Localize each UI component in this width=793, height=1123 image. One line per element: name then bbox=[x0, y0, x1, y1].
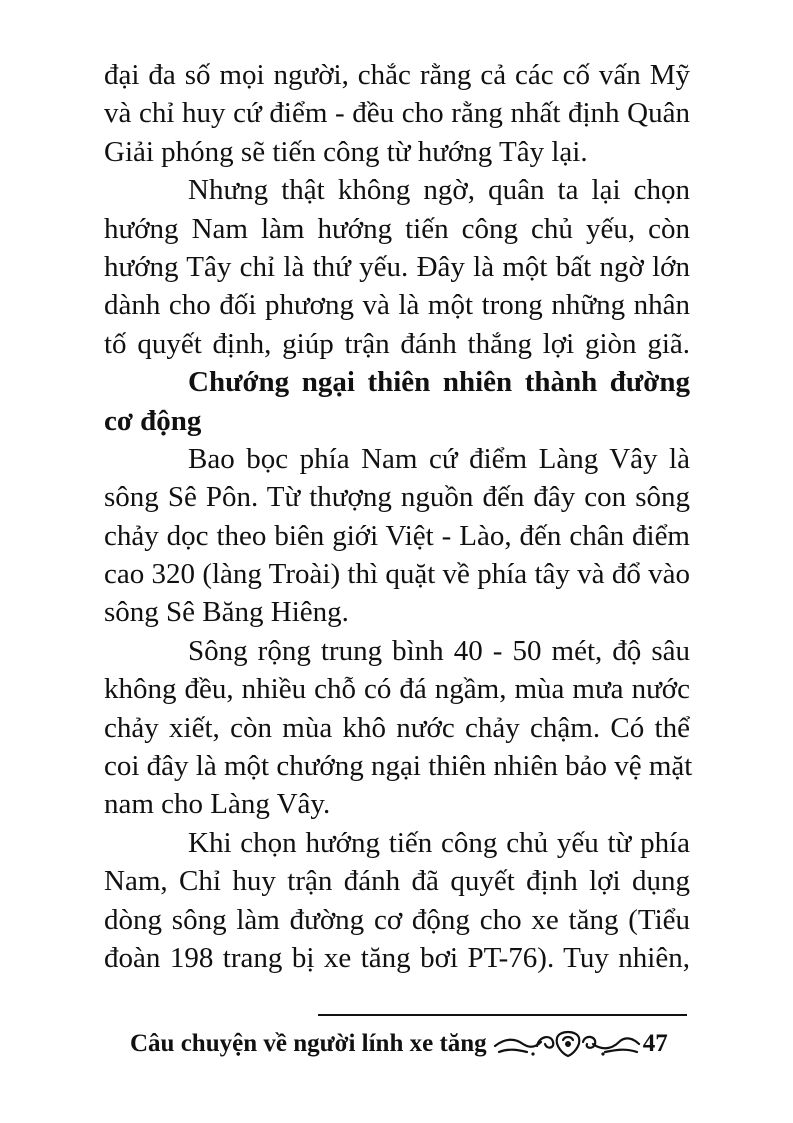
text-line: không đều, nhiều chỗ có đá ngầm, mùa mưa nước bbox=[104, 673, 690, 706]
section-heading: Chướng ngại thiên nhiên thành đường bbox=[188, 366, 690, 399]
text-line: đại đa số mọi người, chắc rằng cả các cố vấn Mỹ bbox=[104, 59, 690, 91]
text-line: và chỉ huy cứ điểm - đều cho rằng nhất định Quân bbox=[104, 97, 690, 130]
text-line: dòng sông làm đường cơ động cho xe tăng (Tiểu bbox=[104, 903, 690, 936]
page-body bbox=[104, 56, 693, 977]
text-line: nam cho Làng Vây. bbox=[104, 788, 331, 821]
page-footer bbox=[130, 1024, 695, 1064]
text-line: sông Sê Băng Hiêng. bbox=[104, 596, 349, 629]
text-line: coi đây là một chướng ngại thiên nhiên bảo vệ mặt bbox=[104, 750, 693, 783]
text-line: Nhưng thật không ngờ, quân ta lại chọn bbox=[188, 174, 690, 207]
text-line: dành cho đối phương và là một trong những nhân bbox=[104, 289, 690, 322]
text-line: tố quyết định, giúp trận đánh thắng lợi giòn giã. bbox=[104, 327, 690, 360]
text-line: Khi chọn hướng tiến công chủ yếu từ phía bbox=[188, 826, 690, 859]
text-line: Giải phóng sẽ tiến công từ hướng Tây lại. bbox=[104, 135, 588, 168]
text-line: Nam, Chỉ huy trận đánh đã quyết định lợi dụng bbox=[104, 865, 690, 898]
page-number: 47 bbox=[642, 1030, 668, 1057]
footer-divider bbox=[318, 1014, 687, 1016]
text-line: đoàn 198 trang bị xe tăng bơi PT-76). Tuy nhiên, bbox=[104, 941, 690, 974]
text-line: chảy xiết, còn mùa khô nước chảy chậm. Có thể bbox=[104, 711, 690, 744]
text-line: Bao bọc phía Nam cứ điểm Làng Vây là bbox=[188, 442, 690, 475]
section-heading: cơ động bbox=[104, 404, 202, 437]
text-line: chảy dọc theo biên giới Việt - Lào, đến chân điểm bbox=[104, 519, 690, 552]
text-line: hướng Nam làm hướng tiến công chủ yếu, còn bbox=[104, 212, 690, 245]
decorative-scroll-ornament-icon bbox=[493, 1028, 643, 1060]
text-line: Sông rộng trung bình 40 - 50 mét, độ sâu bbox=[188, 634, 690, 667]
footer-book-title: Câu chuyện về người lính xe tăng bbox=[130, 1030, 487, 1057]
text-line: cao 320 (làng Troài) thì quặt về phía tây và đổ vào bbox=[104, 558, 690, 591]
text-line: sông Sê Pôn. Từ thượng nguồn đến đây con sông bbox=[104, 481, 690, 514]
text-line: hướng Tây chỉ là thứ yếu. Đây là một bất ngờ lớn bbox=[104, 250, 690, 283]
